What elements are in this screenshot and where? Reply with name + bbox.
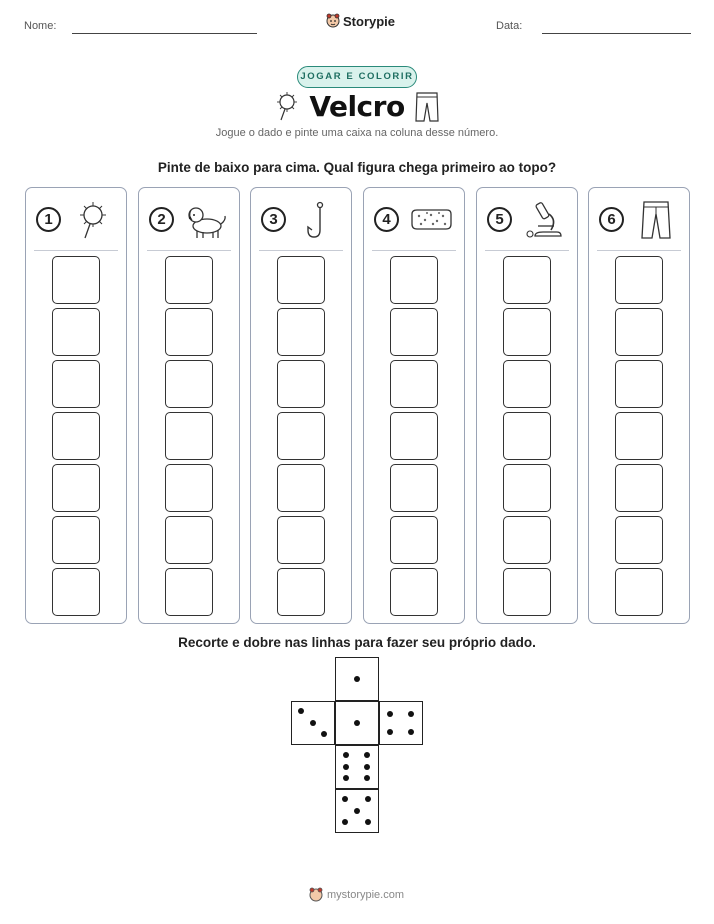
storypie-mascot-icon <box>309 887 323 903</box>
footer-url[interactable]: mystorypie.com <box>327 889 405 901</box>
die-face-4 <box>379 701 423 745</box>
color-box[interactable] <box>390 412 438 460</box>
date-label: Data: <box>496 20 523 32</box>
column-header <box>477 188 577 250</box>
die-pip <box>343 752 349 758</box>
color-box[interactable] <box>52 516 100 564</box>
die-face-1 <box>335 701 379 745</box>
pants-icon <box>633 200 679 240</box>
die-face-6 <box>335 745 379 789</box>
footer <box>309 887 404 903</box>
color-box[interactable] <box>615 256 663 304</box>
color-box[interactable] <box>503 464 551 512</box>
color-box[interactable] <box>52 412 100 460</box>
die-pip <box>298 708 304 714</box>
column-1 <box>25 187 127 624</box>
column-2 <box>138 187 240 624</box>
die-face-3 <box>291 701 335 745</box>
color-box[interactable] <box>52 568 100 616</box>
color-box[interactable] <box>277 256 325 304</box>
subtitle: Jogue o dado e pinte uma caixa na coluna desse número. <box>215 127 499 139</box>
page-title: Velcro <box>309 90 405 123</box>
instruction: Pinte de baixo para cima. Qual figura chega primeiro ao topo? <box>157 160 557 175</box>
die-pip <box>364 752 370 758</box>
column-header <box>139 188 239 250</box>
die-pip <box>354 720 360 726</box>
column-4 <box>363 187 465 624</box>
column-number: 5 <box>487 207 512 232</box>
color-box[interactable] <box>165 568 213 616</box>
column-divider <box>259 250 343 251</box>
die-pip <box>343 775 349 781</box>
die-face-5 <box>335 789 379 833</box>
column-3 <box>250 187 352 624</box>
pants-icon <box>414 91 440 123</box>
color-box[interactable] <box>165 412 213 460</box>
color-box[interactable] <box>615 568 663 616</box>
activity-badge: JOGAR E COLORIR <box>297 66 417 88</box>
storypie-mascot-icon <box>326 13 340 29</box>
column-header <box>251 188 351 250</box>
column-divider <box>34 250 118 251</box>
brand-name: Storypie <box>343 13 396 29</box>
color-box[interactable] <box>277 412 325 460</box>
color-box[interactable] <box>277 360 325 408</box>
die-pip <box>354 808 360 814</box>
column-number: 2 <box>149 207 174 232</box>
column-number: 1 <box>36 207 61 232</box>
color-box[interactable] <box>277 308 325 356</box>
color-box[interactable] <box>165 464 213 512</box>
column-divider <box>597 250 681 251</box>
color-box[interactable] <box>390 568 438 616</box>
column-header <box>364 188 464 250</box>
dice-instruction: Recorte e dobre nas linhas para fazer seu próprio dado. <box>178 635 536 650</box>
color-box[interactable] <box>503 516 551 564</box>
color-box[interactable] <box>503 360 551 408</box>
die-pip <box>365 796 371 802</box>
color-box[interactable] <box>52 464 100 512</box>
color-box[interactable] <box>503 256 551 304</box>
color-box[interactable] <box>503 308 551 356</box>
color-box[interactable] <box>503 412 551 460</box>
column-header <box>589 188 689 250</box>
die-pip <box>387 711 393 717</box>
dog-icon <box>183 200 229 240</box>
die-face-1 <box>335 657 379 701</box>
color-box[interactable] <box>390 308 438 356</box>
color-box[interactable] <box>615 464 663 512</box>
color-box[interactable] <box>503 568 551 616</box>
die-pip <box>342 819 348 825</box>
die-pip <box>364 775 370 781</box>
color-box[interactable] <box>165 360 213 408</box>
column-divider <box>485 250 569 251</box>
name-line[interactable] <box>72 33 257 34</box>
color-box[interactable] <box>52 308 100 356</box>
die-pip <box>365 819 371 825</box>
microscope-icon <box>521 200 567 240</box>
die-pip <box>354 676 360 682</box>
name-label: Nome: <box>24 20 57 32</box>
color-box[interactable] <box>165 308 213 356</box>
die-pip <box>343 764 349 770</box>
date-line[interactable] <box>542 33 691 34</box>
color-box[interactable] <box>390 256 438 304</box>
color-box[interactable] <box>390 360 438 408</box>
color-box[interactable] <box>390 464 438 512</box>
column-number: 6 <box>599 207 624 232</box>
color-box[interactable] <box>615 360 663 408</box>
column-6 <box>588 187 690 624</box>
color-box[interactable] <box>615 308 663 356</box>
die-pip <box>342 796 348 802</box>
die-pip <box>364 764 370 770</box>
die-pip <box>321 731 327 737</box>
column-number: 4 <box>374 207 399 232</box>
column-divider <box>372 250 456 251</box>
burr-icon <box>70 200 116 240</box>
hook-icon <box>295 200 341 240</box>
color-box[interactable] <box>52 360 100 408</box>
color-box[interactable] <box>52 256 100 304</box>
die-pip <box>310 720 316 726</box>
sponge-icon <box>408 200 454 240</box>
die-pip <box>408 711 414 717</box>
color-box[interactable] <box>277 464 325 512</box>
column-header <box>26 188 126 250</box>
brand-logo <box>326 13 395 29</box>
die-pip <box>387 729 393 735</box>
column-5 <box>476 187 578 624</box>
color-box[interactable] <box>615 516 663 564</box>
color-box[interactable] <box>165 516 213 564</box>
color-box[interactable] <box>277 568 325 616</box>
die-pip <box>408 729 414 735</box>
burr-icon <box>275 91 299 121</box>
column-divider <box>147 250 231 251</box>
column-number: 3 <box>261 207 286 232</box>
color-box[interactable] <box>615 412 663 460</box>
color-box[interactable] <box>390 516 438 564</box>
color-box[interactable] <box>277 516 325 564</box>
color-box[interactable] <box>165 256 213 304</box>
